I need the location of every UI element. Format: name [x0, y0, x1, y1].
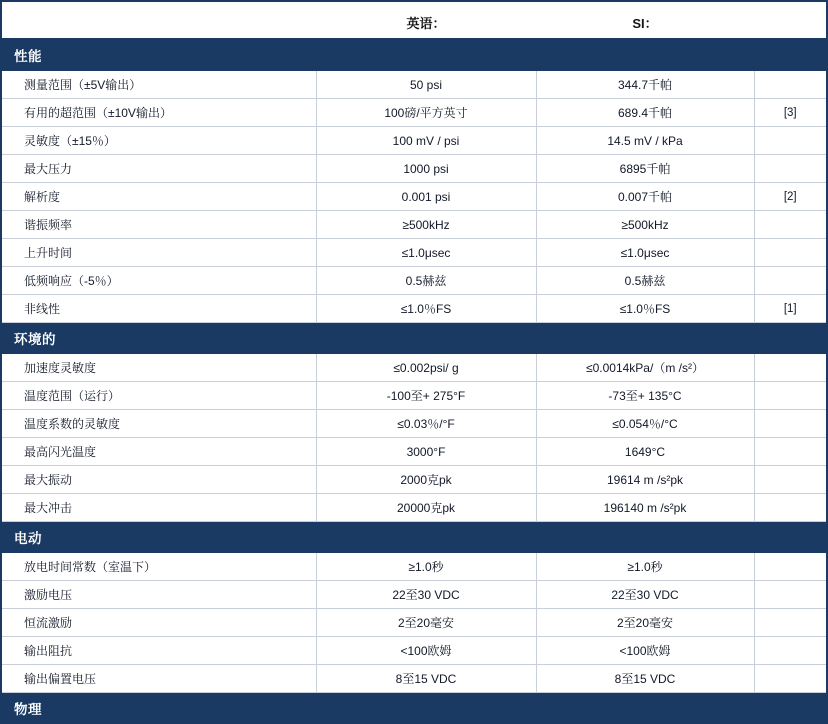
- row-value-si: 0.5赫兹: [536, 267, 754, 295]
- row-value-si: ≤0.0014kPa/（m /s²）: [536, 354, 754, 382]
- row-label: 输出阻抗: [2, 637, 316, 665]
- row-note-reference: [1]: [754, 295, 826, 323]
- row-value-english: 50 psi: [316, 71, 536, 99]
- table-row: [2, 637, 826, 665]
- row-value-english: 2000克pk: [316, 466, 536, 494]
- table-row: [2, 239, 826, 267]
- row-value-si: 22至30 VDC: [536, 581, 754, 609]
- row-label: 谐振频率: [2, 211, 316, 239]
- table-row: [2, 382, 826, 410]
- section-title: 性能: [2, 39, 826, 71]
- row-label: 解析度: [2, 183, 316, 211]
- row-note-reference: [754, 211, 826, 239]
- row-value-english: ≥1.0秒: [316, 553, 536, 581]
- row-value-english: -100至+ 275°F: [316, 382, 536, 410]
- table-row: [2, 438, 826, 466]
- table-row: [2, 183, 826, 211]
- row-value-si: ≥500kHz: [536, 211, 754, 239]
- row-value-si: <100欧姆: [536, 637, 754, 665]
- row-label: 测量范围（±5V输出）: [2, 71, 316, 99]
- table-row: [2, 211, 826, 239]
- row-label: 上升时间: [2, 239, 316, 267]
- row-value-si: 19614 m /s²pk: [536, 466, 754, 494]
- row-value-english: ≥500kHz: [316, 211, 536, 239]
- row-value-english: 1000 psi: [316, 155, 536, 183]
- row-value-si: 1649°C: [536, 438, 754, 466]
- row-note-reference: [754, 354, 826, 382]
- table-row: [2, 494, 826, 522]
- table-row: [2, 99, 826, 127]
- section-header-row: [2, 522, 826, 553]
- row-value-si: ≤0.054％/°C: [536, 410, 754, 438]
- header-cell-label: [2, 2, 316, 39]
- row-note-reference: [754, 155, 826, 183]
- row-label: 激励电压: [2, 581, 316, 609]
- row-note-reference: [754, 665, 826, 693]
- row-note-reference: [754, 438, 826, 466]
- row-value-si: 8至15 VDC: [536, 665, 754, 693]
- table-row: [2, 155, 826, 183]
- row-label: 灵敏度（±15％）: [2, 127, 316, 155]
- row-value-english: 3000°F: [316, 438, 536, 466]
- row-value-si: 14.5 mV / kPa: [536, 127, 754, 155]
- row-note-reference: [2]: [754, 183, 826, 211]
- row-label: 放电时间常数（室温下）: [2, 553, 316, 581]
- row-value-si: 689.4千帕: [536, 99, 754, 127]
- specifications-table: [2, 2, 826, 724]
- row-value-english: 22至30 VDC: [316, 581, 536, 609]
- row-value-english: ≤0.002psi/ g: [316, 354, 536, 382]
- row-value-english: 20000克pk: [316, 494, 536, 522]
- row-note-reference: [754, 581, 826, 609]
- row-note-reference: [754, 494, 826, 522]
- row-label: 加速度灵敏度: [2, 354, 316, 382]
- table-row: [2, 354, 826, 382]
- section-title: 环境的: [2, 323, 826, 354]
- table-row: [2, 609, 826, 637]
- table-row: [2, 410, 826, 438]
- row-value-english: ≤1.0μsec: [316, 239, 536, 267]
- row-label: 温度范围（运行）: [2, 382, 316, 410]
- row-value-english: 0.001 psi: [316, 183, 536, 211]
- row-value-english: 8至15 VDC: [316, 665, 536, 693]
- row-label: 低频响应（-5％）: [2, 267, 316, 295]
- table-header-row: [2, 2, 826, 39]
- row-value-si: 344.7千帕: [536, 71, 754, 99]
- row-value-english: ≤0.03％/°F: [316, 410, 536, 438]
- row-note-reference: [754, 382, 826, 410]
- row-note-reference: [754, 609, 826, 637]
- row-note-reference: [754, 239, 826, 267]
- row-value-si: 6895千帕: [536, 155, 754, 183]
- header-cell-si: SI：: [536, 2, 754, 39]
- row-note-reference: [754, 553, 826, 581]
- row-value-english: 100磅/平方英寸: [316, 99, 536, 127]
- table-row: [2, 71, 826, 99]
- row-note-reference: [754, 127, 826, 155]
- row-value-si: 0.007千帕: [536, 183, 754, 211]
- table-row: [2, 581, 826, 609]
- row-value-si: -73至+ 135°C: [536, 382, 754, 410]
- row-value-si: ≤1.0％FS: [536, 295, 754, 323]
- row-value-si: 2至20毫安: [536, 609, 754, 637]
- row-value-si: ≤1.0μsec: [536, 239, 754, 267]
- header-cell-note: [754, 2, 826, 39]
- row-label: 输出偏置电压: [2, 665, 316, 693]
- table-row: [2, 553, 826, 581]
- row-note-reference: [754, 466, 826, 494]
- section-header-row: [2, 693, 826, 724]
- row-label: 最大压力: [2, 155, 316, 183]
- table-row: [2, 127, 826, 155]
- row-note-reference: [3]: [754, 99, 826, 127]
- row-label: 最大振动: [2, 466, 316, 494]
- row-value-si: ≥1.0秒: [536, 553, 754, 581]
- row-value-si: 196140 m /s²pk: [536, 494, 754, 522]
- table-row: [2, 665, 826, 693]
- row-value-english: 100 mV / psi: [316, 127, 536, 155]
- section-title: 物理: [2, 693, 826, 724]
- header-cell-english: 英语：: [316, 2, 536, 39]
- row-note-reference: [754, 410, 826, 438]
- row-value-english: ≤1.0％FS: [316, 295, 536, 323]
- row-label: 最大冲击: [2, 494, 316, 522]
- row-note-reference: [754, 267, 826, 295]
- row-label: 非线性: [2, 295, 316, 323]
- table-row: [2, 466, 826, 494]
- row-label: 温度系数的灵敏度: [2, 410, 316, 438]
- section-title: 电动: [2, 522, 826, 553]
- row-value-english: 0.5赫兹: [316, 267, 536, 295]
- row-label: 有用的超范围（±10V输出）: [2, 99, 316, 127]
- row-value-english: 2至20毫安: [316, 609, 536, 637]
- row-label: 最高闪光温度: [2, 438, 316, 466]
- row-note-reference: [754, 637, 826, 665]
- table-row: [2, 295, 826, 323]
- row-note-reference: [754, 71, 826, 99]
- section-header-row: [2, 39, 826, 71]
- row-label: 恒流激励: [2, 609, 316, 637]
- row-value-english: <100欧姆: [316, 637, 536, 665]
- section-header-row: [2, 323, 826, 354]
- table-row: [2, 267, 826, 295]
